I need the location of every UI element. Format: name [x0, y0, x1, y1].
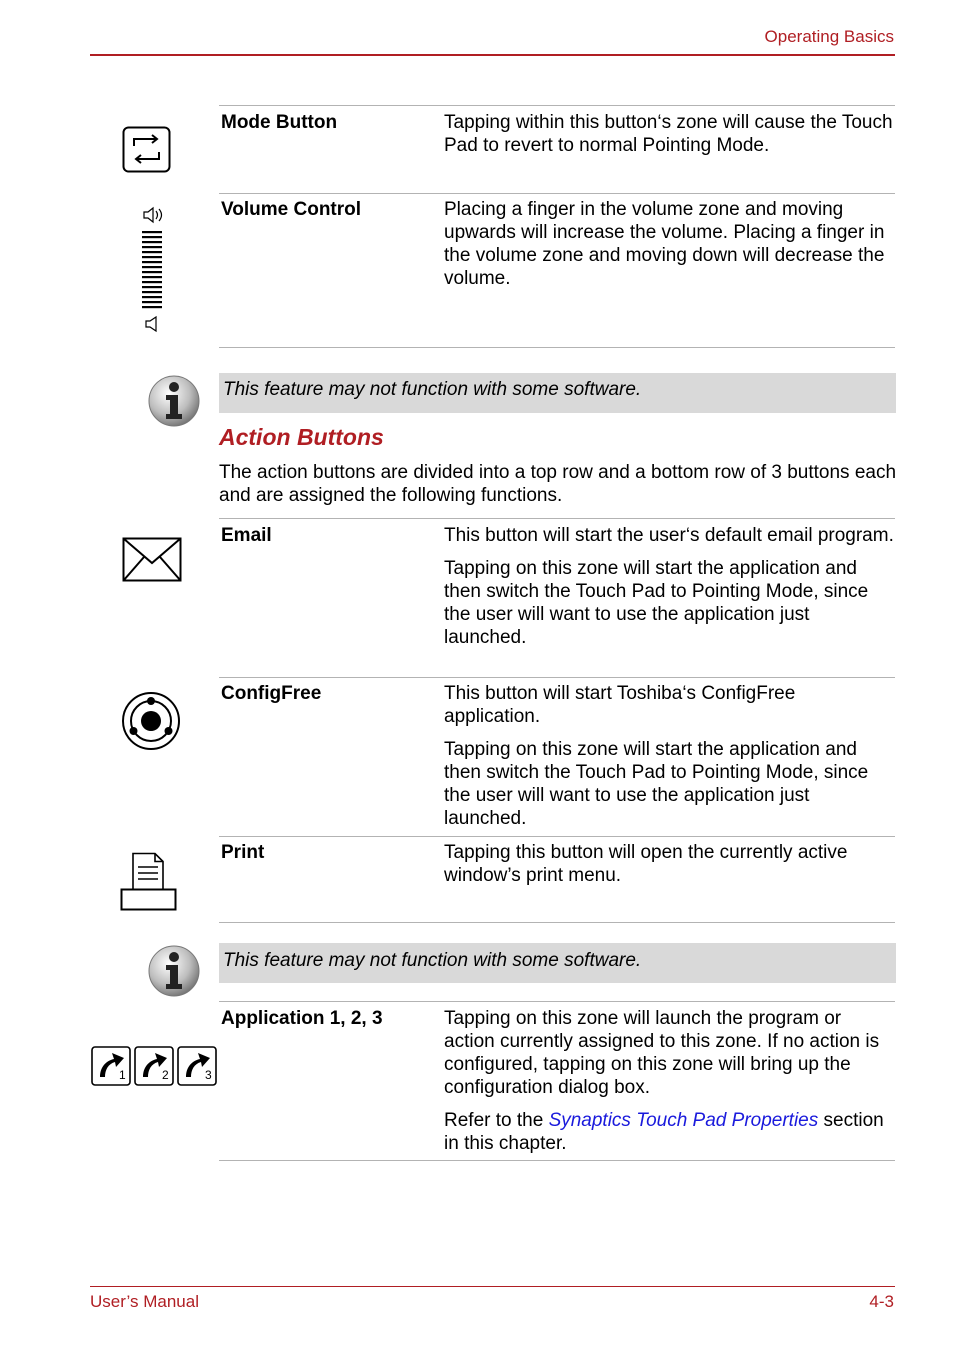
application-number-label: 3: [205, 1068, 212, 1082]
application-2-icon: [134, 1046, 174, 1086]
desc-paragraph: Placing a finger in the volume zone and moving upwards will increase the volume. Placing a finger in the volume zone and moving down will decrease the volume.: [444, 199, 885, 289]
section-intro: The action buttons are divided into a top row and a bottom row of 3 buttons each and are assigned the following functions.: [219, 462, 897, 506]
application-number-label: 2: [162, 1068, 169, 1082]
desc-configfree: [444, 682, 894, 840]
footer-page-number: 4-3: [869, 1292, 894, 1311]
info-icon: [147, 374, 201, 428]
desc-mode-button: [444, 111, 894, 167]
term-email: Email: [221, 525, 272, 546]
term-volume-control: Volume Control: [221, 199, 362, 220]
printer-icon: [120, 852, 178, 912]
desc-paragraph-reference: [444, 1109, 894, 1155]
envelope-icon: [122, 537, 182, 582]
footer-manual-title: User’s Manual: [90, 1292, 199, 1311]
table-divider: [219, 677, 895, 678]
desc-paragraph: Tapping on this zone will launch the program or action currently assigned to this zone. If no action is configured, tapping on this zone will bring up the configuration dialog box.: [444, 1008, 880, 1098]
table-divider: [219, 922, 895, 923]
desc-paragraph: Tapping within this button‘s zone will cause the Touch Pad to revert to normal Pointing Mode.: [444, 112, 893, 156]
application-arrow-icons: [91, 1046, 221, 1088]
info-icon: [147, 944, 201, 998]
note-text: This feature may not function with some software.: [223, 379, 642, 400]
desc-paragraph: Tapping on this zone will start the application and then switch the Touch Pad to Pointing Mode, since the user will want to use the application just launched.: [444, 558, 869, 648]
table-divider: [219, 1001, 895, 1002]
term-mode-button: Mode Button: [221, 112, 338, 133]
table-divider: [219, 518, 895, 519]
note-text: This feature may not function with some software.: [223, 950, 642, 971]
table-divider: [219, 836, 895, 837]
desc-volume-control: [444, 198, 894, 300]
desc-paragraph: This button will start Toshiba‘s ConfigFree application.: [444, 683, 796, 727]
application-number-label: 1: [119, 1068, 126, 1082]
table-divider: [219, 1160, 895, 1161]
mode-swap-icon: [122, 126, 172, 174]
volume-slider-icon: [140, 206, 166, 334]
header-rule: [90, 54, 895, 56]
desc-paragraph: Tapping this button will open the currently active window’s print menu.: [444, 842, 848, 886]
desc-paragraph: This button will start the user‘s default email program.: [444, 525, 894, 546]
table-divider: [219, 193, 895, 194]
configfree-icon: [120, 690, 182, 752]
desc-application: [444, 1007, 894, 1165]
reference-text-after: section in this chapter.: [444, 1110, 884, 1154]
synaptics-properties-link[interactable]: Synaptics Touch Pad Properties: [548, 1110, 819, 1131]
desc-print: [444, 841, 894, 897]
reference-text-before: Refer to the: [444, 1110, 549, 1131]
table-divider: [219, 105, 895, 106]
application-1-icon: [91, 1046, 131, 1086]
desc-paragraph: Tapping on this zone will start the application and then switch the Touch Pad to Pointing Mode, since the user will want to use the application just launched.: [444, 739, 869, 829]
section-title: Action Buttons: [219, 424, 384, 450]
application-3-icon: [177, 1046, 217, 1086]
term-print: Print: [221, 842, 265, 863]
term-configfree: ConfigFree: [221, 683, 322, 704]
term-application: Application 1, 2, 3: [221, 1008, 383, 1029]
footer-rule: [90, 1286, 895, 1287]
desc-email: [444, 524, 894, 659]
table-divider: [219, 347, 895, 348]
running-header: Operating Basics: [764, 27, 894, 46]
